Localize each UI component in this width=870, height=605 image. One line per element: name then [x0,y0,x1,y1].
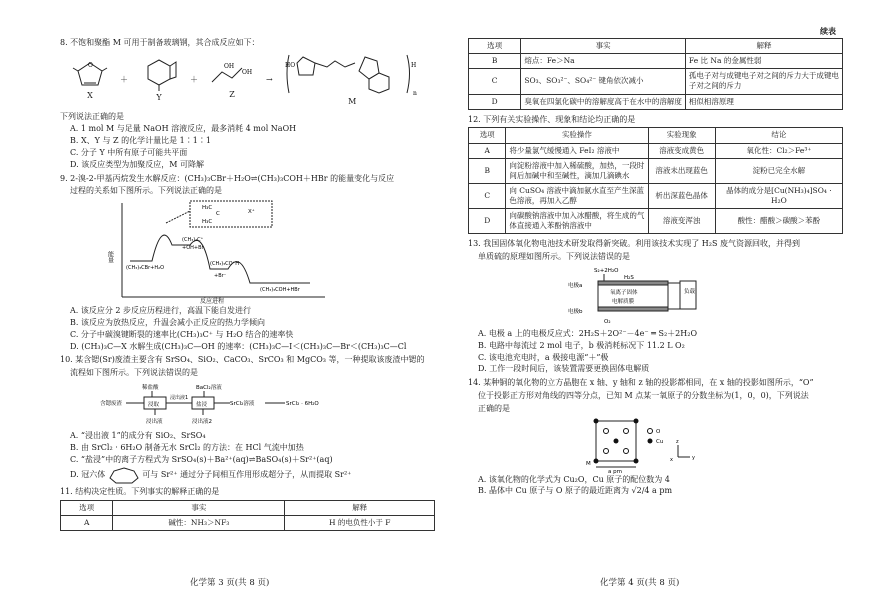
table-row: A 碱性：NH₃＞NF₃ H 的电负性小于 F [61,516,435,531]
q9-title-2: 过程的关系如下图所示。下列说法正确的是 [70,186,222,196]
q13-option-c: C. 该电池充电时，a 极接电源“＋”极 [478,352,609,362]
left-column [60,38,435,531]
molecule-x [72,59,108,102]
q11-table-part1: 选项 事实 解释 A 碱性：NH₃＞NF₃ H 的电负性小于 F [60,500,435,531]
crown-ether-icon [108,466,140,484]
molecule-z [210,60,254,101]
svg-text:O₂: O₂ [604,319,611,326]
polymer-m [285,53,420,108]
svg-text:浸出液1: 浸出液1 [170,394,189,401]
q10-title-2: 流程如下图所示。下列说法错误的是 [70,368,198,378]
q13-title: 13. 我国固体氧化物电池技术研发取得新突破。利用该技术实现了 H₂S 废气资源回收，并得到 [468,239,801,249]
page-footer-right: 化学第 4 页(共 8 页) [600,578,680,588]
q8-option-c: C. 分子 Y 中所有原子可能共平面 [70,147,188,157]
svg-text:OH: OH [242,68,253,76]
q8-title: 8. 不饱和聚酯 M 可用于制备玻璃钢，其合成反应如下： [60,38,260,47]
svg-text:(CH₃)₃COH+HBr: (CH₃)₃COH+HBr [260,287,300,294]
svg-text:氧离子固体: 氧离子固体 [610,290,638,297]
q13-option-a: A. 电极 a 上的电极反应式：2H₂S＋2O²⁻－4e⁻ ═ S₂＋2H₂O [478,329,698,339]
svg-text:SrCl₂ · 6H₂O: SrCl₂ · 6H₂O [286,400,319,407]
svg-text:Cu: Cu [656,438,664,445]
label-m: M [348,96,357,106]
table-row: B 向淀粉溶液中加入稀硫酸，加热，一段时间后加碱中和至碱性，滴加几滴碘水 溶液未出现蓝色 淀粉已完全水解 [469,158,843,183]
svg-text:O: O [88,61,93,69]
label-z: Z [229,89,235,99]
right-column [468,38,843,498]
q13-option-d: D. 工作一段时间后，该装置需要更换固体电解质 [478,364,650,374]
svg-text:n: n [412,89,417,97]
q14-title: 14. 某种铜的氧化物的立方晶胞在 x 轴、y 轴和 z 轴的投影都相同，在 x 轴的投影如图所示，“O” [468,378,814,388]
svg-text:+OH+Br: +OH+Br [182,245,204,252]
q9-option-b: B. 该反应为放热反应，升温会减小正反应的热力学倾向 [70,317,265,327]
q9-option-a: A. 该反应分 2 步反应历程进行，高温下能自发进行 [70,306,252,316]
label-x: X [87,90,93,100]
svg-text:含锶废渣: 含锶废渣 [100,400,123,407]
q11-table-part2: 选项 事实 解释 B 熔点：Fe＞Na Fe 比 Na 的金属性弱 C SO₃、SO₃²⁻、SO₄²⁻ 键角依次减小 孤电子对与成键电子对之间的斥力大于成键电子对之间的斥力 D 臭氧在四氯化碳中的溶解度高于在水中的溶解度 相似相溶原理 [468,38,843,110]
svg-text:HO: HO [284,61,295,69]
page-footer-left: 化学第 3 页(共 8 页) [190,578,270,588]
q11-title: 11. 结构决定性质。下列事实的解释正确的是 [60,487,220,497]
q8-option-d: D. 该反应类型为加聚反应，M 可降解 [70,159,204,169]
label-y: Y [156,92,162,102]
svg-text:OH: OH [224,62,235,70]
svg-text:电极a: 电极a [568,283,583,290]
svg-text:M: M [586,460,591,467]
q8-option-b: B. X、Y 与 Z 的化学计量比是 1∶1∶1 [70,136,211,146]
q14-option-b: B. 晶体中 Cu 原子与 O 原子的最近距离为 √2/4 a pm [478,486,673,496]
svg-text:+Br⁻: +Br⁻ [214,273,227,280]
svg-text:浸出液2: 浸出液2 [192,418,212,425]
q10-option-d: D. 冠六体 可与 Sr²⁺ 通过分子间相互作用形成超分子，从而提取 Sr²⁺ [70,466,435,484]
continued-label: 续表 [820,26,836,36]
q14-title-2: 位于投影正方形对角线的四等分点，已知 M 点某一氧原子的分数坐标为(1，0，0)，下列说法 [478,391,809,400]
table-row: D 臭氧在四氯化碳中的溶解度高于在水中的溶解度 相似相溶原理 [469,94,843,109]
q10-option-a: A. “浸出液 1”的成分有 SiO₂、SrSO₄ [70,430,206,440]
svg-text:x: x [670,456,673,463]
svg-text:(CH₃)₃CO⁺H: (CH₃)₃CO⁺H [210,261,239,268]
q8-intro: 下列说法正确的是 [60,111,124,121]
q10-title: 10. 某含锶(Sr)废渣主要含有 SrSO₄、SiO₂、CaCO₃、SrCO₃ 和 MgCO₃ 等，一种提取该废渣中锶的 [60,355,425,365]
svg-text:O: O [656,428,661,435]
svg-text:浸取: 浸取 [148,401,160,408]
table-row: C SO₃、SO₃²⁻、SO₄²⁻ 键角依次减小 孤电子对与成键电子对之间的斥力大于成键电子对之间的斥力 [469,69,843,94]
svg-text:C: C [216,211,220,218]
q9-title: 9. 2-溴-2-甲基丙烷发生水解反应：(CH₃)₃CBr＋H₂O⇌(CH₃)₃COH＋HBr 的能量变化与反应 [60,173,395,183]
table-row: A 将少量氯气缓慢通入 FeI₂ 溶液中 溶液变成黄色 氧化性：Cl₂＞Fe³⁺ [469,143,843,158]
process-flow [100,381,435,429]
svg-text:电解质膜: 电解质膜 [612,299,635,306]
y-axis-label: 能量 [106,251,114,264]
q12-title: 12. 下列有关实验操作、现象和结论均正确的是 [468,114,636,124]
q9-option-d: D. (CH₃)₃C—X 水解生成(CH₃)₃C—OH 的速率：(CH₃)₃C—I＜(CH₃)₃C—Br＜(CH₃)₃C—Cl [70,341,407,351]
q14-title-3: 正确的是 [478,403,510,413]
svg-text:H: H [410,61,416,69]
svg-text:浸出液: 浸出液 [146,418,163,425]
battery-diagram [568,265,843,327]
q9-option-c: C. 分子中碳溴键断裂的速率比(CH₃)₃C⁺ 与 H₂O 结合的速率快 [70,329,294,339]
svg-text:H₃C: H₃C [202,205,213,212]
q8-reaction: O X ＋ Y ＋ OH OH Z → HO H n M [72,53,435,108]
svg-text:H₂S: H₂S [624,275,634,282]
table-row: D 向碳酸钠溶液中加入冰醋酸，将生成的气体直接通入苯酚钠溶液中 溶液变浑浊 酸性：醋酸＞碳酸＞苯酚 [469,209,843,234]
svg-text:y: y [692,454,695,461]
svg-text:负载: 负载 [684,289,696,296]
svg-text:盐浸: 盐浸 [196,401,208,408]
q8-option-a: A. 1 mol M 与足量 NaOH 溶液反应，最多消耗 4 mol NaOH [70,124,297,134]
svg-text:S₂+2H₂O: S₂+2H₂O [594,268,619,275]
svg-text:(CH₃)₃CBr+H₂O: (CH₃)₃CBr+H₂O [126,265,165,272]
q14-option-a: A. 该氧化物的化学式为 Cu₂O，Cu 原子的配位数为 4 [478,474,670,484]
svg-text:SrCl₂溶液: SrCl₂溶液 [230,400,255,407]
table-row: C 向 CuSO₄ 溶液中滴加氨水直至产生深蓝色溶液，再加入乙醇 析出深蓝色晶体 晶体的成分是[Cu(NH₃)₄]SO₄ · H₂O [469,183,843,208]
q10-option-b: B. 由 SrCl₂ · 6H₂O 制备无水 SrCl₂ 的方法：在 HCl 气流中加热 [70,442,304,452]
q12-table: 选项 实验操作 实验现象 结论 A 将少量氯气缓慢通入 FeI₂ 溶液中 溶液变成黄色 氧化性：Cl₂＞Fe³⁺ B 向淀粉溶液中加入稀硫酸，加热，一段时间后加碱中和至碱性，滴加几滴碘水 溶液未出现蓝色 淀粉已完全水解 C 向 CuSO₄ 溶液中滴加氨水直至产生深蓝色溶液，再加入乙醇 析出深蓝色晶体 晶体的成分是[Cu(NH₃)₄]SO₄ · H₂O D 向碳酸钠溶液中加入冰醋酸，将生成的气体直接通入苯酚钠溶液中 溶液变浑浊 酸性：醋酸＞碳酸＞苯酚 [468,127,843,234]
table-row: B 熔点：Fe＞Na Fe 比 Na 的金属性弱 [469,54,843,69]
svg-text:a pm: a pm [608,468,622,475]
q10-option-c: C. “盐浸”中的离子方程式为 SrSO₄(s)＋Ba²⁺(aq)⇌BaSO₄(s)＋Sr²⁺(aq) [70,454,333,464]
q13-title-2: 单质硫的原理如图所示。下列说法错误的是 [478,252,630,262]
energy-diagram [106,199,435,306]
molecule-y [140,57,178,104]
q13-option-b: B. 电路中每流过 2 mol 电子，b 极消耗标况下 11.2 L O₂ [478,340,685,350]
svg-text:z: z [676,438,679,445]
svg-text:X⁺: X⁺ [248,209,255,216]
svg-text:BaCl₂溶液: BaCl₂溶液 [196,384,222,391]
svg-text:稀盐酸: 稀盐酸 [142,384,159,391]
crystal-projection [578,417,843,473]
svg-text:(CH₃)₃C⁺: (CH₃)₃C⁺ [182,237,204,244]
svg-text:H₃C: H₃C [202,219,213,226]
svg-text:电极b: 电极b [568,309,583,316]
x-axis-label: 反应进程 [200,298,225,306]
